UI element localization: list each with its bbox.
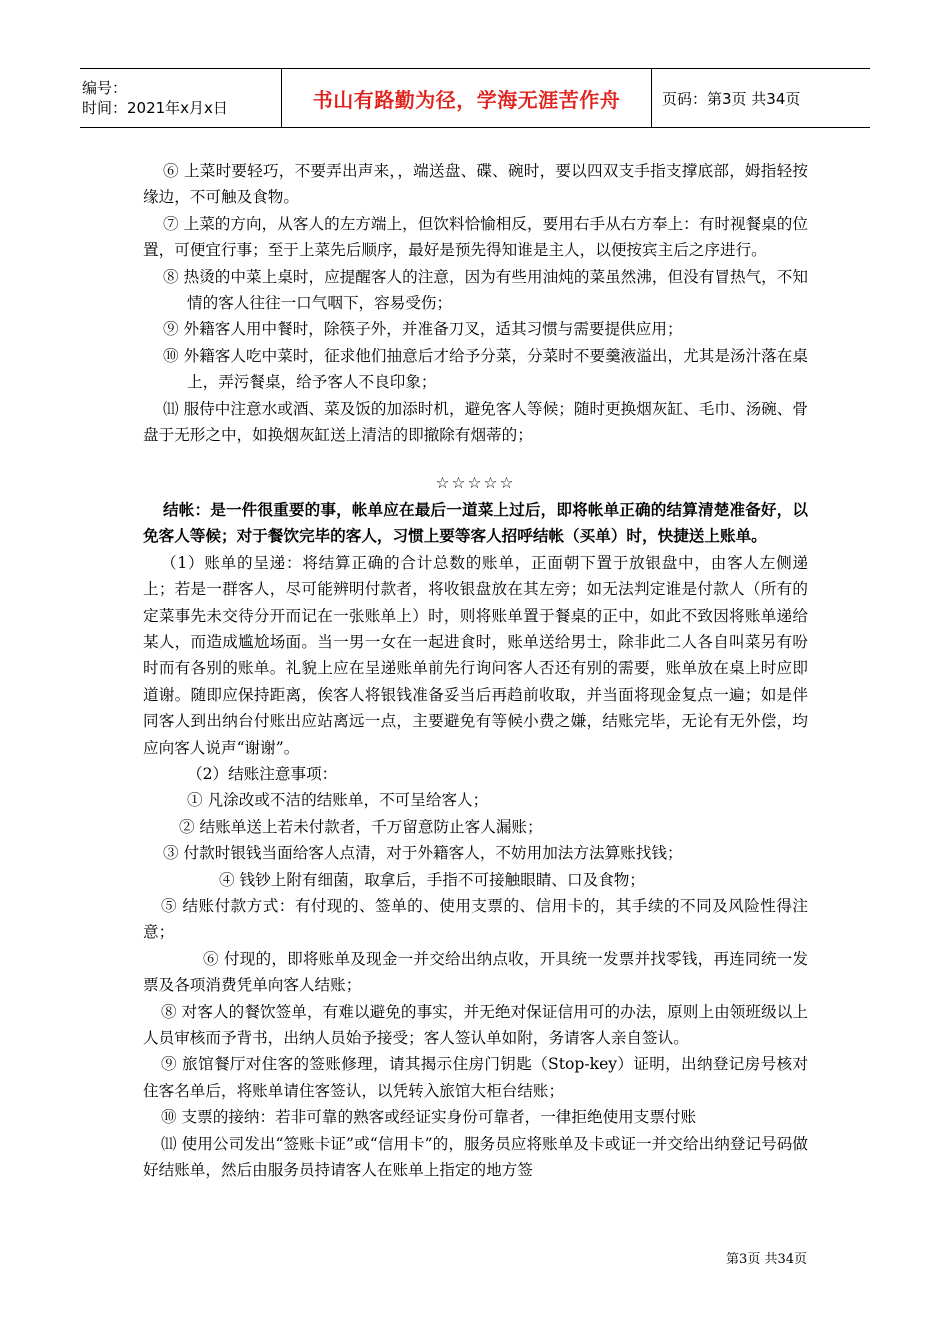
header-meta xyxy=(80,69,282,127)
paragraph: ① 凡涂改或不洁的结账单，不可呈给客人； xyxy=(187,791,489,810)
checkout-heading-paragraph: 结帐：是一件很重要的事，帐单应在最后一道菜上过后，即将帐单正确的结算清楚准备好，以免客人等候；对于餐饮完毕的客人，习惯上要等客人招呼结帐（买单）时，快捷送上账单。 xyxy=(143,499,808,546)
paragraph: （1）账单的呈递：将结算正确的合计总数的账单，正面朝下置于放银盘中，由客人左侧递上；若是一群客人，尽可能辨明付款者，将收银盘放在其左旁；如无法判定谁是付款人（所有的定菜事先未交待分开而记在一张账单上）时，则将账单置于餐桌的正中，如此不致因将账单递给某人，而造成尴尬场面。当一男一女在一起进食时，账单送给男士，除非此二人各自叫菜另有吩时而有各别的账单。礼貌上应在呈递账单前先行询问客人否还有别的需要，账单放在桌上时应即道谢。随即应保持距离，俟客人将银钱准备妥当后再趋前收取，并当面将现金复点一遍；如是伴同客人到出纳台付账出应站离远一点，主要避免有等候小费之嫌，结账完毕，无论有无外偿，均应向客人说声“谢谢”。 xyxy=(143,553,808,757)
paragraph: ⑥ 上菜时要轻巧，不要弄出声来，，端送盘、碟、碗时，要以四双支手指支撑底部，姆指轻按缘边，不可触及食物。 xyxy=(143,162,808,207)
paragraph: ⑩ 支票的接纳：若非可靠的熟客或经证实身份可靠者，一律拒绝使用支票付账 xyxy=(161,1108,697,1127)
paragraph-group-checkout xyxy=(143,550,808,1184)
paragraph: ⑧ 热烫的中菜上桌时，应提醒客人的注意，因为有些用油炖的菜虽然沸，但没有冒热气，不知情的客人往往一口气咽下，容易受伤； xyxy=(163,267,808,313)
paragraph-group-serving xyxy=(143,158,808,448)
paragraph: ⑤ 结账付款方式：有付现的、签单的、使用支票的、信用卡的，其手续的不同及风险性得注意； xyxy=(143,896,808,942)
paragraph: ④ 钱钞上附有细菌，取拿后，手指不可接触眼睛、口及食物； xyxy=(219,870,645,889)
paragraph: ⑧ 对客人的餐饮签单，有难以避免的事实，并无绝对保证信用可的办法，原则上由领班级以上人员审核而予背书，出纳人员始予接受；客人签认单如附，务请客人亲自签认。 xyxy=(143,1002,808,1047)
number-label: 编号： xyxy=(82,79,128,97)
paragraph: ⑨ 旅馆餐厅对住客的签账修理，请其揭示住房门钥匙（Stop-key）证明，出纳登记房号核对住客名单后，将账单请住客签认，以凭转入旅馆大柜台结账； xyxy=(143,1055,808,1100)
motto: 书山有路勤为径，学海无涯苦作舟 xyxy=(312,87,621,112)
header-motto-cell xyxy=(282,69,652,127)
paragraph: ⑾ 使用公司发出“签账卡证”或“信用卡”的，服务员应将账单及卡或证一并交给出纳登记号码做好结账单，然后由服务员持请客人在账单上指定的地方签 xyxy=(143,1134,808,1180)
header-page-cell xyxy=(652,69,870,127)
paragraph: ② 结账单送上若未付款者，千万留意防止客人漏账； xyxy=(179,817,543,836)
page-label: 页码：第3页 共34页 xyxy=(662,89,801,108)
paragraph: ⑩ 外籍客人吃中菜时，征求他们抽意后才给予分菜，分菜时不要羹液溢出，尤其是汤汁落在桌上，弄污餐桌，给予客人不良印象； xyxy=(163,346,808,392)
page-footer: 第3页 共34页 xyxy=(726,1252,807,1267)
paragraph: ⑾ 服侍中注意水或酒、菜及饭的加添时机，避免客人等候；随时更换烟灰缸、毛巾、汤碗、骨盘于无形之中，如换烟灰缸送上清洁的即撤除有烟蒂的； xyxy=(143,399,808,445)
time-label: 时间：2021年x月x日 xyxy=(82,99,228,117)
paragraph: ③ 付款时银钱当面给客人点清，对于外籍客人，不妨用加法方法算账找钱； xyxy=(163,844,683,863)
paragraph: ⑥ 付现的，即将账单及现金一并交给出纳点收，开具统一发票并找零钱，再连同统一发票及各项消费凭单向客人结账； xyxy=(143,949,808,995)
paragraph: ⑦ 上菜的方向，从客人的左方端上，但饮料恰愉相反，要用右手从右方奉上：有时视餐桌的位置，可便宜行事；至于上菜先后顺序，最好是预先得知谁是主人，以便按宾主后之序进行。 xyxy=(143,214,808,260)
section-divider-stars: ☆☆☆☆☆ xyxy=(435,474,516,493)
page-header xyxy=(80,68,870,128)
paragraph: （2）结账注意事项： xyxy=(187,764,338,783)
paragraph: ⑨ 外籍客人用中餐时，除筷子外，并准备刀叉，适其习惯与需要提供应用； xyxy=(163,320,683,339)
document-body xyxy=(143,158,808,1183)
